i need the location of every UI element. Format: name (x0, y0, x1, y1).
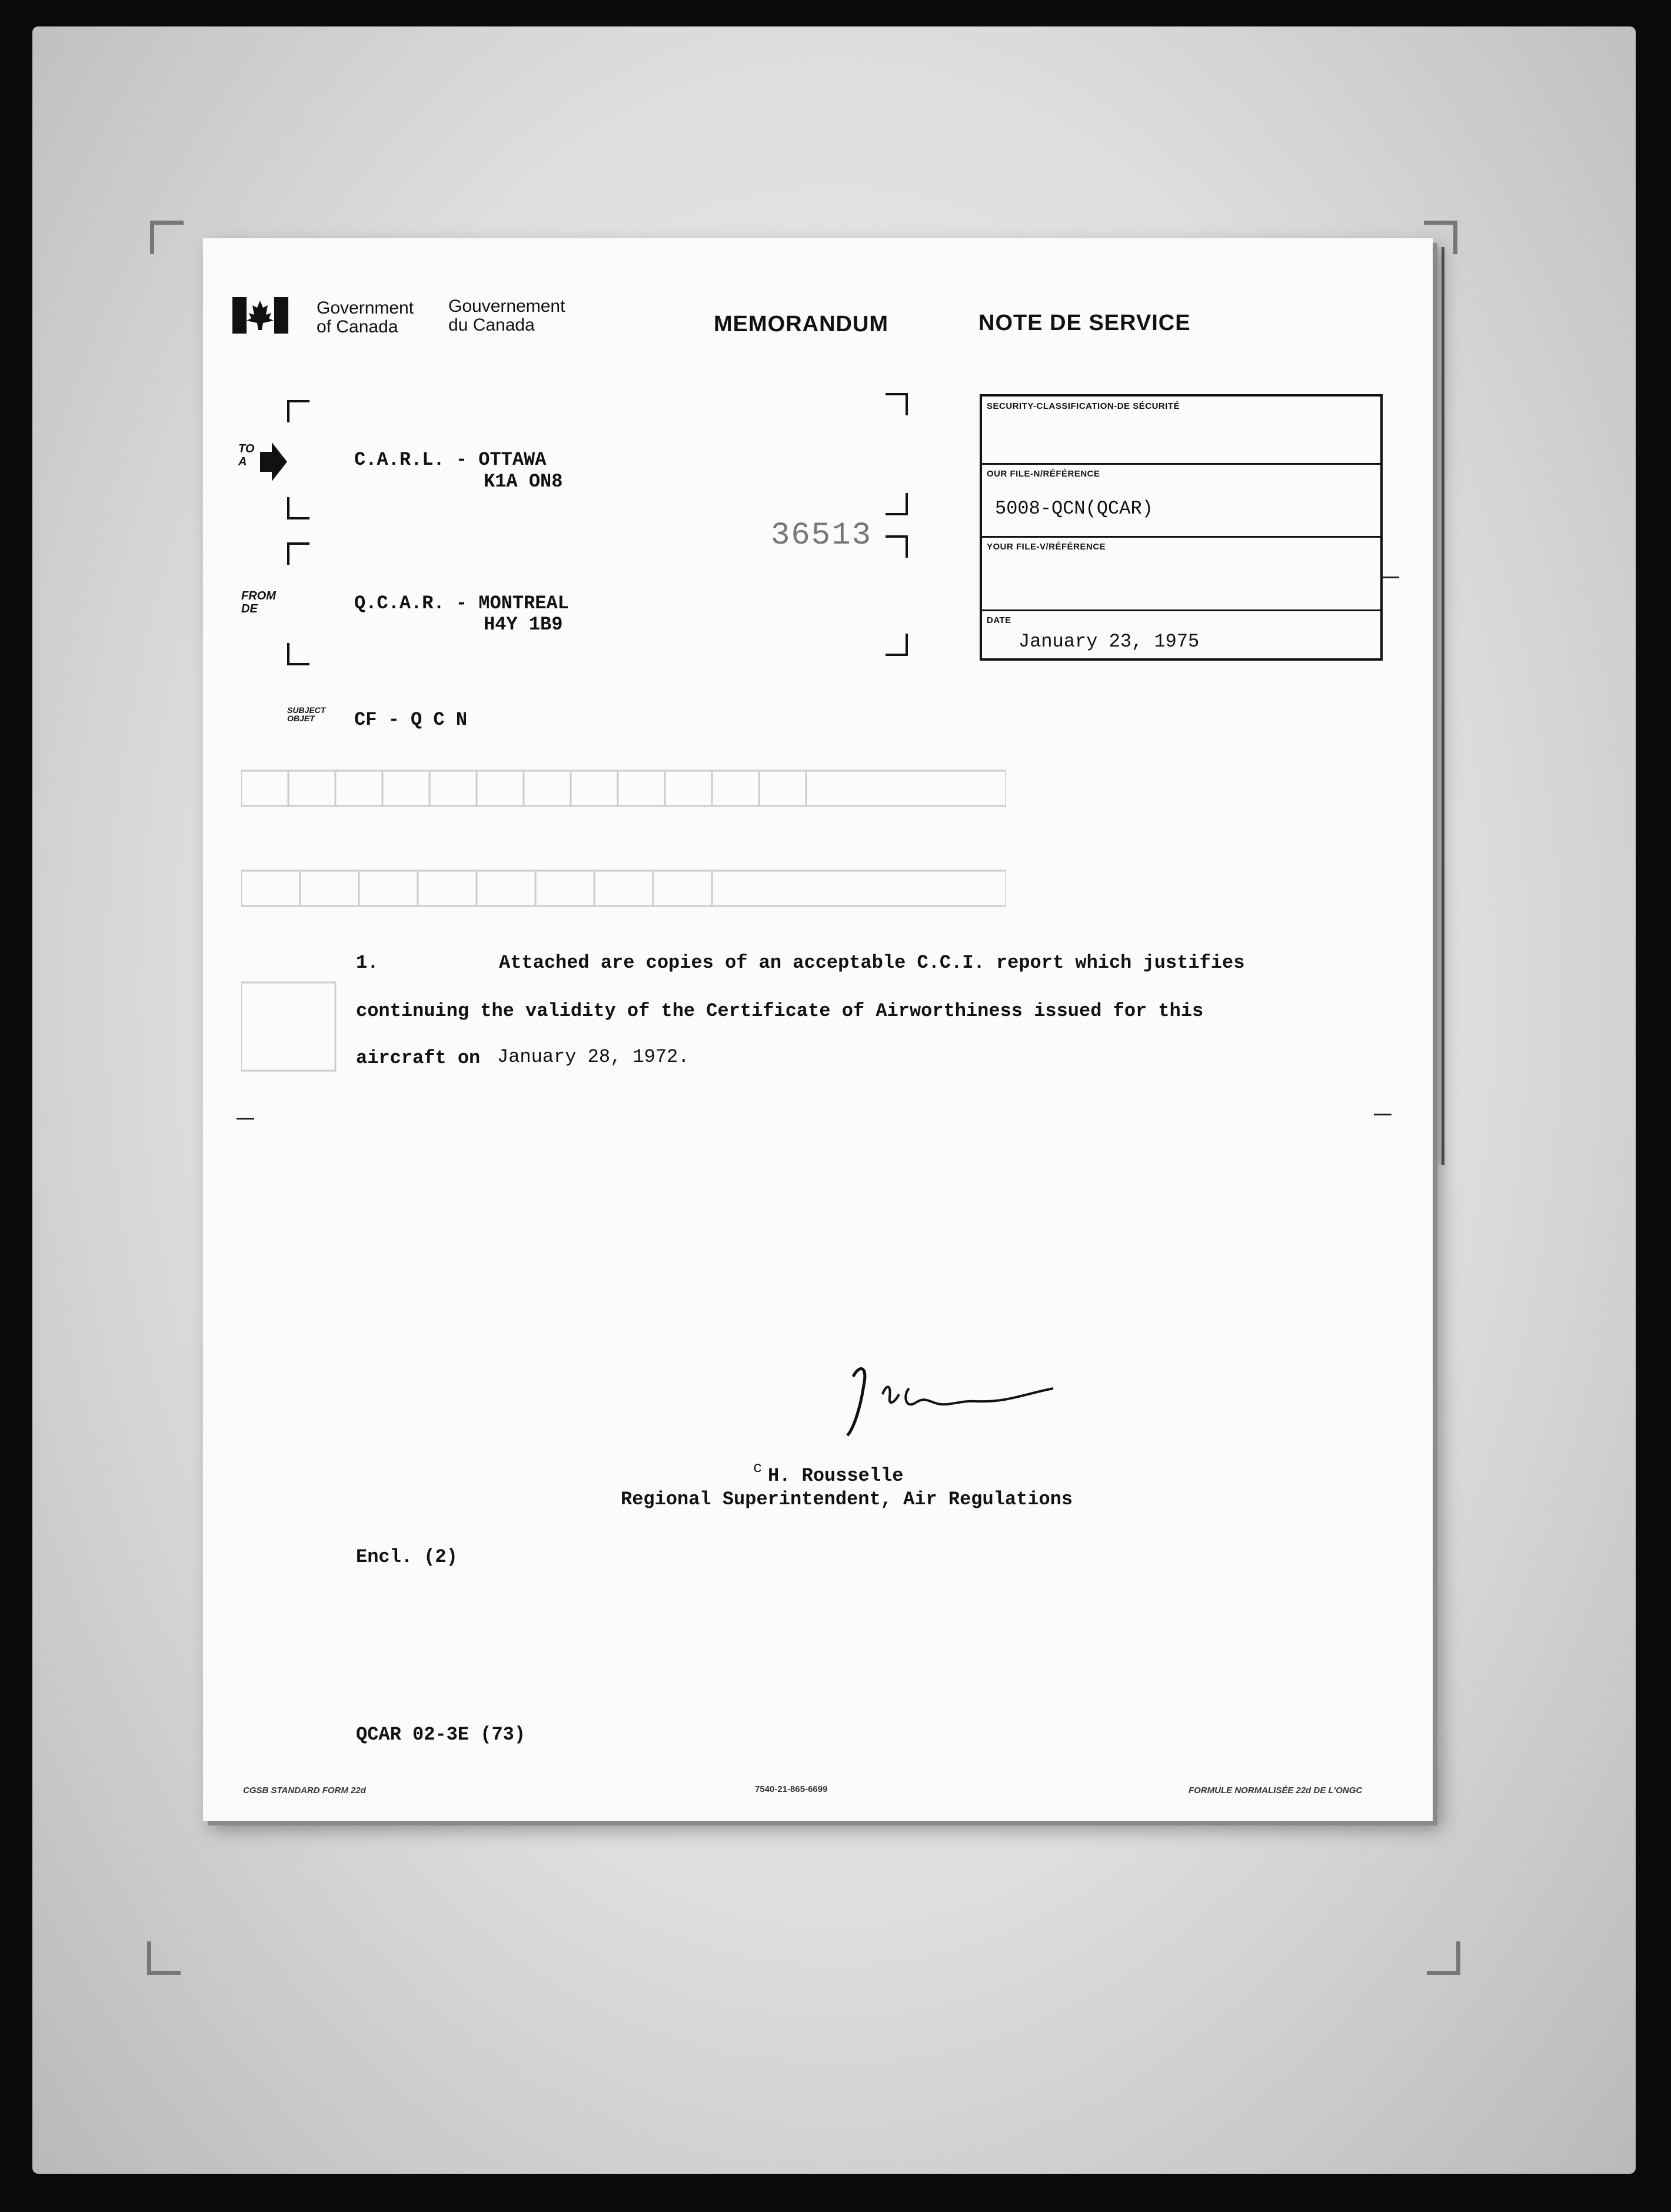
subject-label: SUBJECT OBJET (287, 705, 326, 723)
subject-value: CF - Q C N (354, 709, 468, 731)
memorandum-title: MEMORANDUM (714, 312, 889, 337)
to-bracket-bottom-left (287, 497, 309, 519)
security-classification-label: SECURITY-CLASSIFICATION-DE SÉCURITÉ (987, 401, 1180, 411)
our-file-value: 5008-QCN(QCAR) (995, 498, 1153, 519)
government-of-canada-en: Government of Canada (317, 298, 414, 337)
note-de-service-title: NOTE DE SERVICE (978, 311, 1191, 335)
received-stamp-number: 36513 (771, 518, 873, 554)
signatory-name: H. Rousselle (768, 1465, 904, 1487)
crop-mark-bottom-right (1427, 1941, 1460, 1975)
from-label: FROM DE (241, 589, 276, 615)
paragraph-line-3-date: January 28, 1972. (497, 1046, 690, 1068)
paragraph-number: 1. (356, 952, 379, 974)
bleed-through-grid (241, 759, 1006, 1088)
from-bracket-top-right (886, 535, 908, 558)
our-file-label: OUR FILE-N/RÉFÉRENCE (987, 469, 1100, 479)
crop-mark-top-left (150, 221, 184, 254)
to-postal-code: K1A ON8 (484, 471, 563, 492)
date-label: DATE (987, 615, 1011, 625)
from-sender: Q.C.A.R. - MONTREAL (354, 592, 569, 614)
paragraph-line-3-prefix: aircraft on (356, 1047, 481, 1069)
crop-mark-bottom-left (147, 1941, 181, 1975)
from-bracket-bottom-right (886, 634, 908, 656)
your-file-label: YOUR FILE-V/RÉFÉRENCE (987, 542, 1106, 552)
box-divider (982, 463, 1380, 465)
canada-flag-logo (232, 297, 288, 334)
margin-tick (1382, 577, 1399, 578)
to-bracket-bottom-right (886, 493, 908, 515)
initial-mark: c (753, 1459, 763, 1477)
enclosure-note: Encl. (2) (356, 1546, 458, 1568)
paragraph-line-2: continuing the validity of the Certificate of Airworthiness issued for this (356, 1000, 1204, 1022)
from-postal-code: H4Y 1B9 (484, 614, 563, 635)
margin-tick (1374, 1114, 1392, 1115)
footer-left: CGSB STANDARD FORM 22d (243, 1785, 366, 1795)
signatory-title: Regional Superintendent, Air Regulations (621, 1488, 1073, 1510)
margin-tick (237, 1118, 254, 1120)
box-divider (982, 536, 1380, 538)
paragraph-line-1: Attached are copies of an acceptable C.C.I. report which justifies (499, 952, 1245, 974)
date-value: January 23, 1975 (1018, 631, 1200, 652)
reference-box (980, 394, 1383, 661)
from-bracket-bottom-left (287, 643, 309, 665)
to-label: TO A (238, 442, 255, 468)
gouvernement-du-canada-fr: Gouvernement du Canada (448, 297, 565, 335)
form-code: QCAR 02-3E (73) (356, 1724, 526, 1745)
to-recipient: C.A.R.L. - OTTAWA (354, 449, 547, 471)
footer-right: FORMULE NORMALISÉE 22d DE L'ONGC (1189, 1785, 1363, 1795)
from-bracket-top-left (287, 542, 309, 565)
to-bracket-top-right (886, 393, 908, 415)
footer-center: 7540-21-865-6699 (755, 1784, 828, 1794)
to-bracket-top-left (287, 400, 309, 422)
box-divider (982, 609, 1380, 611)
handwritten-signature (836, 1353, 1083, 1441)
arrow-right-icon (259, 441, 288, 482)
